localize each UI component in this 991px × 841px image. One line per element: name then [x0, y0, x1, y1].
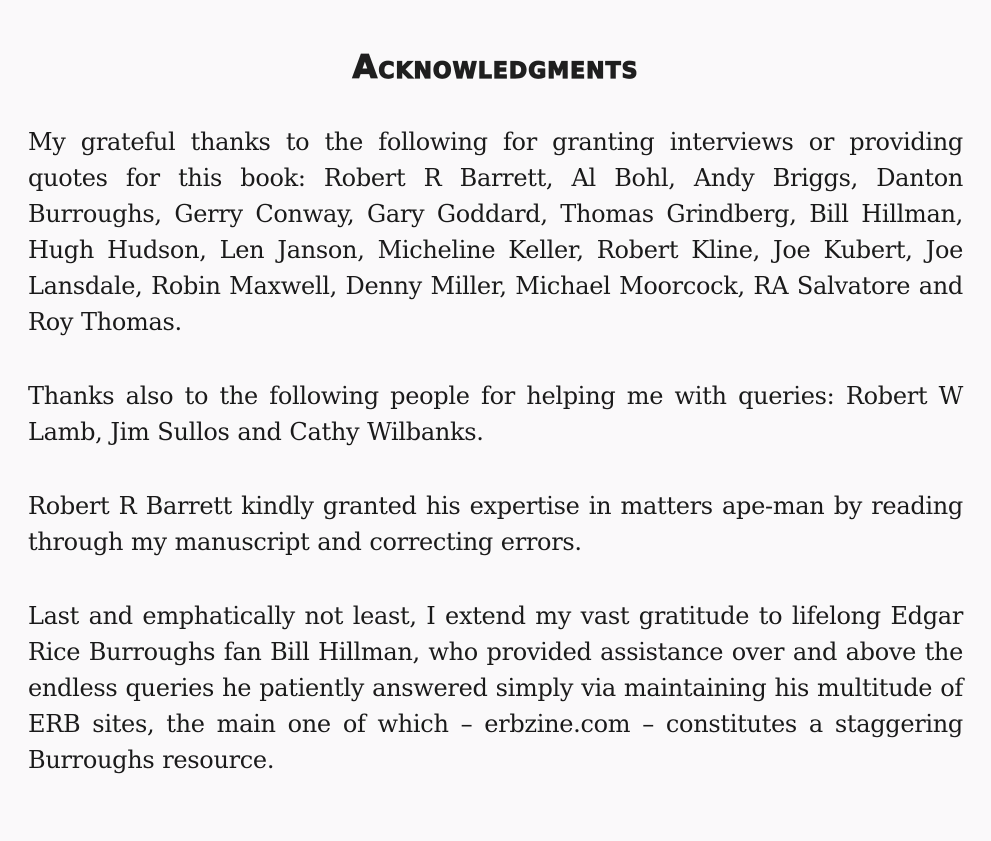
- paragraph-manuscript: Robert R Barrett kindly granted his expertise in matters ape-man by reading through my manuscript and correcting errors.: [28, 492, 963, 556]
- paragraph-interviews: My grateful thanks to the following for granting interviews or providing quotes for this book: Robert R Barrett, Al Bohl, Andy Briggs, Danton Burroughs, Gerry Conway, Gary Goddard, Thomas Grindberg, Bill Hillman, Hugh Hudson, Len Janson, Micheline Keller, Robert Kline, Joe Kubert, Joe Lansdale, Robin Maxwell, Denny Miller, Michael Moorcock, RA Salvatore and Roy Thomas.: [28, 128, 963, 336]
- page-title: Acknowledgments: [352, 48, 639, 86]
- paragraph-gratitude: Last and emphatically not least, I extend my vast gratitude to lifelong Edgar Rice Burroughs fan Bill Hillman, who provided assistance over and above the endless queries he patiently answered simply via maintaining his multitude of ERB sites, the main one of which – erbzine.com – constitutes a staggering Burroughs resource.: [28, 602, 963, 774]
- paragraph-queries: Thanks also to the following people for helping me with queries: Robert W Lamb, Jim Sullos and Cathy Wilbanks.: [28, 382, 963, 446]
